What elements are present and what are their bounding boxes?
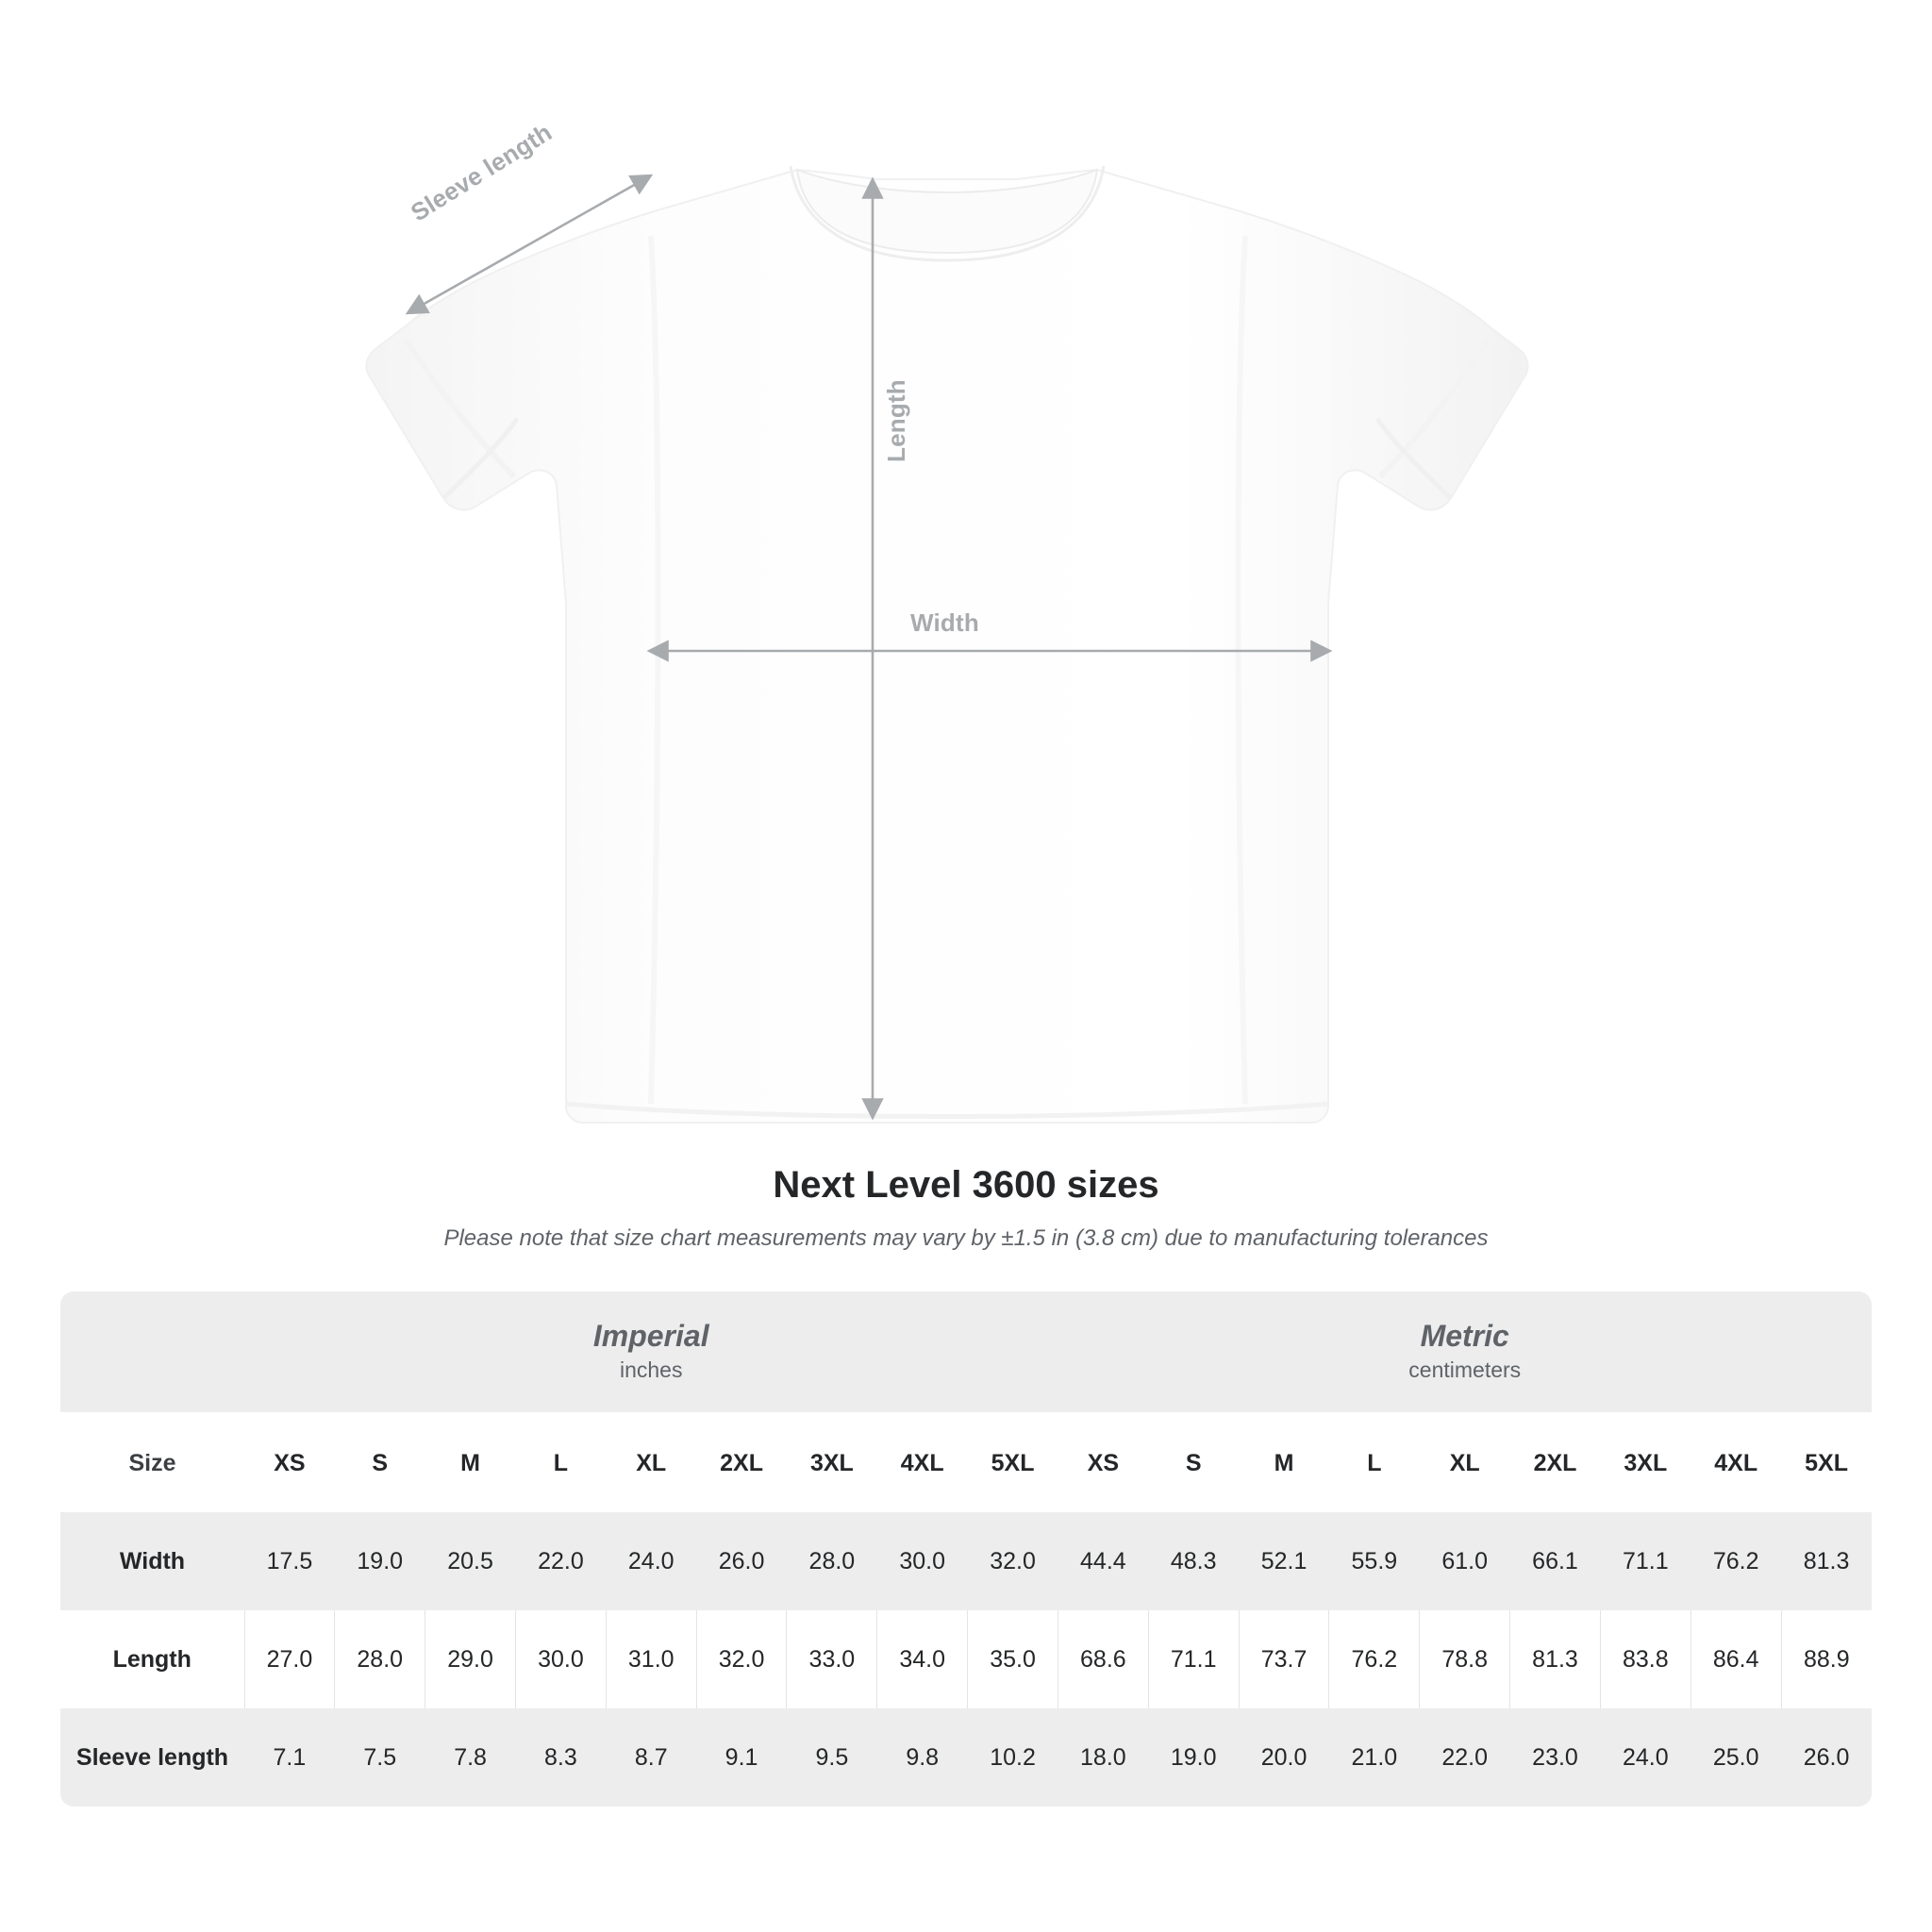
length-in-5xl: 35.0 [968,1610,1058,1708]
size-col-5: 2XL [696,1414,787,1512]
length-in-l: 30.0 [515,1610,606,1708]
size-header-row [60,1414,1872,1512]
sleeve-in-3xl: 9.5 [787,1708,877,1807]
sleeve-cm-m: 20.0 [1239,1708,1329,1807]
imperial-subtitle: inches [619,1357,683,1382]
width-in-xs: 17.5 [244,1512,335,1610]
size-table [60,1291,1872,1807]
width-cm-xl: 61.0 [1420,1512,1510,1610]
page-title: Next Level 3600 sizes [773,1164,1159,1206]
length-in-4xl: 34.0 [877,1610,968,1708]
length-cm-l: 76.2 [1329,1610,1420,1708]
sleeve-in-4xl: 9.8 [877,1708,968,1807]
width-label: Width [910,608,979,637]
width-in-4xl: 30.0 [877,1512,968,1610]
sleeve-in-m: 7.8 [425,1708,516,1807]
size-row-label: Size [60,1414,244,1512]
size-col-13: XL [1420,1414,1510,1512]
length-in-s: 28.0 [335,1610,425,1708]
size-col-1: S [335,1414,425,1512]
imperial-title: Imperial [592,1318,709,1353]
row-label-length: Length [60,1610,244,1708]
width-cm-xs: 44.4 [1058,1512,1148,1610]
width-cm-3xl: 71.1 [1600,1512,1690,1610]
size-col-0: XS [244,1414,335,1512]
length-cm-5xl: 88.9 [1781,1610,1872,1708]
table-row [60,1512,1872,1610]
size-col-9: XS [1058,1414,1148,1512]
unit-header-row [60,1291,1872,1412]
width-in-3xl: 28.0 [787,1512,877,1610]
length-in-xs: 27.0 [244,1610,335,1708]
width-in-5xl: 32.0 [968,1512,1058,1610]
sleeve-cm-l: 21.0 [1329,1708,1420,1807]
sleeve-in-s: 7.5 [335,1708,425,1807]
table-row [60,1708,1872,1807]
metric-title: Metric [1420,1318,1509,1353]
row-label-sleeve-length: Sleeve length [60,1708,244,1807]
unit-header-spacer [60,1291,244,1412]
size-col-15: 3XL [1600,1414,1690,1512]
width-in-s: 19.0 [335,1512,425,1610]
length-cm-m: 73.7 [1239,1610,1329,1708]
size-col-11: M [1239,1414,1329,1512]
width-cm-4xl: 76.2 [1690,1512,1781,1610]
width-cm-l: 55.9 [1329,1512,1420,1610]
size-col-17: 5XL [1781,1414,1872,1512]
row-label-width: Width [60,1512,244,1610]
sleeve-in-l: 8.3 [515,1708,606,1807]
length-cm-3xl: 83.8 [1600,1610,1690,1708]
size-col-16: 4XL [1690,1414,1781,1512]
length-cm-s: 71.1 [1148,1610,1239,1708]
size-col-4: XL [606,1414,696,1512]
sleeve-cm-5xl: 26.0 [1781,1708,1872,1807]
sleeve-in-xs: 7.1 [244,1708,335,1807]
size-col-6: 3XL [787,1414,877,1512]
sleeve-cm-2xl: 23.0 [1510,1708,1601,1807]
width-cm-s: 48.3 [1148,1512,1239,1610]
length-label: Length [882,379,910,462]
width-in-l: 22.0 [515,1512,606,1610]
metric-subtitle: centimeters [1408,1357,1522,1382]
length-cm-xs: 68.6 [1058,1610,1148,1708]
sleeve-in-2xl: 9.1 [696,1708,787,1807]
sleeve-in-5xl: 10.2 [968,1708,1058,1807]
width-in-xl: 24.0 [606,1512,696,1610]
tshirt-shape [366,166,1527,1123]
imperial-header [244,1291,1058,1412]
size-col-7: 4XL [877,1414,968,1512]
title-block [0,1164,1932,1252]
sleeve-cm-3xl: 24.0 [1600,1708,1690,1807]
metric-header [1058,1291,1872,1412]
size-col-14: 2XL [1510,1414,1601,1512]
width-cm-2xl: 66.1 [1510,1512,1601,1610]
width-in-2xl: 26.0 [696,1512,787,1610]
length-cm-xl: 78.8 [1420,1610,1510,1708]
sleeve-cm-xl: 22.0 [1420,1708,1510,1807]
length-in-2xl: 32.0 [696,1610,787,1708]
sleeve-in-xl: 8.7 [606,1708,696,1807]
table-row [60,1610,1872,1708]
width-cm-m: 52.1 [1239,1512,1329,1610]
size-col-2: M [425,1414,516,1512]
length-cm-4xl: 86.4 [1690,1610,1781,1708]
tolerance-note: Please note that size chart measurements may vary by ±1.5 in (3.8 cm) due to manufacturing tolerances [443,1225,1489,1251]
sleeve-length-label: Sleeve length [406,117,558,227]
size-table-wrapper [60,1291,1872,1807]
length-in-m: 29.0 [425,1610,516,1708]
length-in-3xl: 33.0 [787,1610,877,1708]
size-col-8: 5XL [968,1414,1058,1512]
length-cm-2xl: 81.3 [1510,1610,1601,1708]
sleeve-cm-s: 19.0 [1148,1708,1239,1807]
sleeve-cm-4xl: 25.0 [1690,1708,1781,1807]
size-col-3: L [515,1414,606,1512]
size-col-10: S [1148,1414,1239,1512]
length-in-xl: 31.0 [606,1610,696,1708]
width-in-m: 20.5 [425,1512,516,1610]
width-cm-5xl: 81.3 [1781,1512,1872,1610]
size-col-12: L [1329,1414,1420,1512]
sleeve-cm-xs: 18.0 [1058,1708,1148,1807]
